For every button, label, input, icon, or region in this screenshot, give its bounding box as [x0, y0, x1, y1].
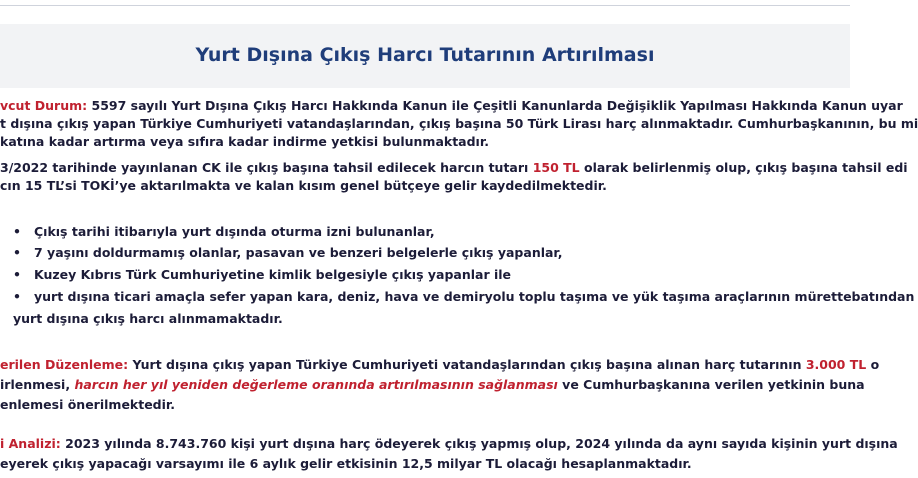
top-strip — [0, 0, 850, 24]
list-item: Kuzey Kıbrıs Türk Cumhuriyetine kimlik belgesiyle çıkış yapanlar ile — [34, 267, 512, 282]
current-status-line-2: t dışına çıkış yapan Türkiye Cumhuriyeti vatandaşlarından, çıkış başına 50 Türk Lirası harç alınmaktadır. Cumhurbaşkanının, bu mi — [0, 116, 918, 131]
bullet-marker: • — [13, 267, 21, 282]
impact-line-2: eyerek çıkış yapacağı varsayımı ile 6 aylık gelir etkisinin 12,5 milyar TL olacağı hesaplanmaktadır. — [0, 456, 692, 471]
bullet-marker: • — [13, 245, 21, 260]
slide-title: Yurt Dışına Çıkış Harcı Tutarının Artırılması — [195, 44, 655, 66]
ck-decision-line-1: 3/2022 tarihinde yayınlanan CK ile çıkış başına tahsil edilecek harcın tutarı 150 TL olarak belirlenmiş olup, çıkış başına tahsil edi — [0, 160, 908, 175]
current-status-line-3: katına kadar artırma veya sıfıra kadar indirme yetkisi bulunmaktadır. — [0, 134, 489, 149]
amount-150: 150 TL — [532, 160, 580, 175]
proposal-line-3: enlemesi önerilmektedir. — [0, 397, 176, 412]
top-divider — [0, 5, 850, 6]
current-status-line-1: vcut Durum: 5597 sayılı Yurt Dışına Çıkış Harcı Hakkında Kanun ile Çeşitli Kanunlarda Değişiklik Yapılması Hakkında Kanun uyar — [0, 98, 903, 113]
list-item: yurt dışına ticari amaçla sefer yapan kara, deniz, hava ve demiryolu toplu taşıma ve yük taşıma araçlarının mürettebatından — [34, 289, 915, 304]
amount-3000: 3.000 TL — [805, 357, 867, 372]
bullet-marker: • — [13, 224, 21, 239]
impact-line-1: i Analizi: 2023 yılında 8.743.760 kişi yurt dışına harç ödeyerek çıkış yapmış olup, 2024 yılında da aynı sayıda kişinin yurt dışına — [0, 436, 898, 451]
ck-decision-line-2: cın 15 TL’si TOKİ’ye aktarılmakta ve kalan kısım genel bütçeye gelir kaydedilmektedir. — [0, 178, 607, 193]
proposal-line-2: irlenmesi, harcın her yıl yeniden değerleme oranında artırılmasının sağlanması ve Cumhurbaşkanına verilen yetkinin buna — [0, 377, 865, 392]
current-status-label: vcut Durum: — [0, 98, 88, 113]
list-tail: yurt dışına çıkış harcı alınmamaktadır. — [13, 311, 283, 326]
proposal-label: erilen Düzenleme: — [0, 357, 129, 372]
impact-label: i Analizi: — [0, 436, 61, 451]
list-item: Çıkış tarihi itibarıyla yurt dışında oturma izni bulunanlar, — [34, 224, 435, 239]
list-item: 7 yaşını doldurmamış olanlar, pasavan ve benzeri belgelerle çıkış yapanlar, — [34, 245, 563, 260]
proposal-line-1: erilen Düzenleme: Yurt dışına çıkış yapan Türkiye Cumhuriyeti vatandaşlarından çıkış başına alınan harç tutarının 3.000 TL o — [0, 357, 880, 372]
revaluation-emphasis: harcın her yıl yeniden değerleme oranında artırılmasının sağlanması — [74, 377, 558, 392]
bullet-marker: • — [13, 289, 21, 304]
